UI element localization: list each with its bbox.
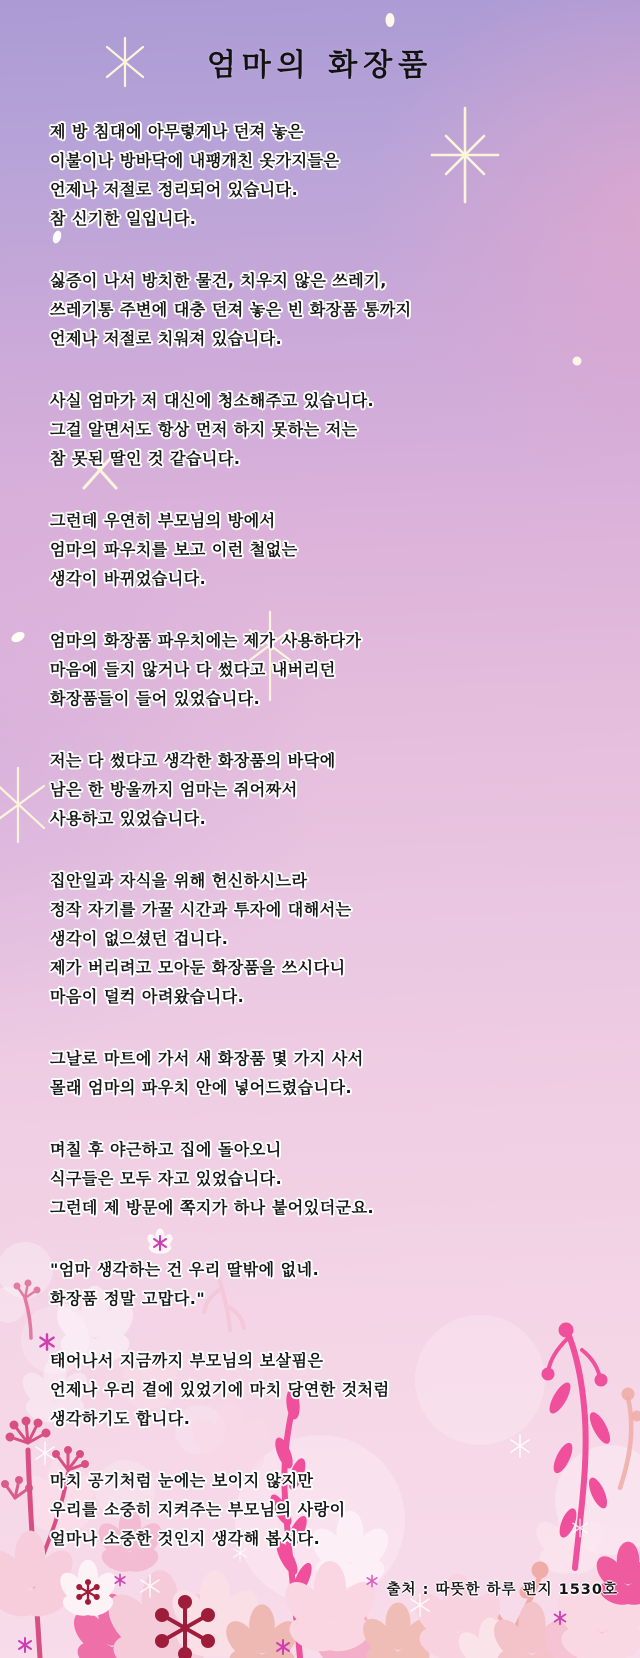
poem-line: 식구들은 모두 자고 있었습니다. [50,1169,283,1188]
poem-line: 그런데 우연히 부모님의 방에서 [50,511,276,530]
poem-line: 마치 공기처럼 눈에는 보이지 않지만 [50,1471,314,1490]
poem-line: 이불이나 방바닥에 내팽개친 옷가지들은 [50,151,340,170]
poem-stanza [50,866,610,1011]
poem-line: 사실 엄마가 저 대신에 청소해주고 있습니다. [50,391,375,410]
poem-line: 집안일과 자식을 위해 헌신하시느라 [50,871,308,890]
poem-line: 그날로 마트에 가서 새 화장품 몇 가지 사서 [50,1049,364,1068]
sparkle-icon [0,768,44,842]
poem-stanza [50,266,610,353]
poem-line: 쓰레기통 주변에 대충 던져 놓은 빈 화장품 통까지 [50,300,412,319]
poem-line: 참 신기한 일입니다. [50,209,197,228]
poem-line: 저는 다 썼다고 생각한 화장품의 바닥에 [50,751,336,770]
poem-line: "엄마 생각하는 건 우리 딸밖에 없네. [50,1260,320,1279]
poem-stanza [50,386,610,473]
poem-line: 생각이 바뀌었습니다. [50,569,207,588]
poem-stanza [50,1255,610,1313]
light-leaf-icon [10,630,27,645]
poem-body [50,117,610,1586]
poem-line: 생각하기도 합니다. [50,1409,191,1428]
source-caption: 출처 : 따뜻한 하루 편지 1530호 [386,1582,618,1598]
poem-stanza [50,746,610,833]
poem-line: 그걸 알면서도 항상 먼저 하지 못하는 저는 [50,420,358,439]
poem-line: 언제나 저절로 치워져 있습니다. [50,329,283,348]
poem-line: 엄마의 화장품 파우치에는 제가 사용하다가 [50,631,362,650]
poem-line: 정작 자기를 가꿀 시간과 투자에 대해서는 [50,900,352,919]
poem-stanza [50,1044,610,1102]
poem-stanza [50,117,610,233]
poem-line: 화장품 정말 고맙다." [50,1289,206,1308]
poem-line: 제 방 침대에 아무렇게나 던져 놓은 [50,122,304,141]
poem-line: 태어나서 지금까지 부모님의 보살핌은 [50,1351,324,1370]
poem-line: 싫증이 나서 방치한 물건, 치우지 않은 쓰레기, [50,271,387,290]
poem-line: 마음이 덜컥 아려왔습니다. [50,987,245,1006]
poem-line: 우리를 소중히 지켜주는 부모님의 사랑이 [50,1500,346,1519]
poem-line: 얼마나 소중한 것인지 생각해 봅시다. [50,1529,321,1548]
poem-line: 언제나 저절로 정리되어 있습니다. [50,180,299,199]
poem-line: 제가 버리려고 모아둔 화장품을 쓰시다니 [50,958,346,977]
poem-line: 엄마의 파우치를 보고 이런 철없는 [50,540,298,559]
poem-line: 사용하고 있었습니다. [50,809,207,828]
poem-line: 생각이 없으셨던 겁니다. [50,929,229,948]
poem-line: 그런데 제 방문에 쪽지가 하나 붙어있더군요. [50,1198,375,1217]
poem-line: 남은 한 방울까지 엄마는 쥐어짜서 [50,780,298,799]
poem-stanza [50,1135,610,1222]
poem-stanza [50,506,610,593]
poem-line: 마음에 들지 않거나 다 썼다고 내버리던 [50,660,336,679]
light-dot-icon [386,13,395,27]
poem-stanza [50,1346,610,1433]
poem-line: 며칠 후 야근하고 집에 돌아오니 [50,1140,282,1159]
poem-line: 몰래 엄마의 파우치 안에 넣어드렸습니다. [50,1078,353,1097]
poem-line: 언제나 우리 곁에 있었기에 마치 당연한 것처럼 [50,1380,390,1399]
poem-stanza [50,626,610,713]
poem-line: 화장품들이 들어 있었습니다. [50,689,261,708]
page-title: 엄마의 화장품 [206,48,434,83]
poem-line: 참 못된 딸인 것 같습니다. [50,449,241,468]
poem-stanza [50,1466,610,1553]
